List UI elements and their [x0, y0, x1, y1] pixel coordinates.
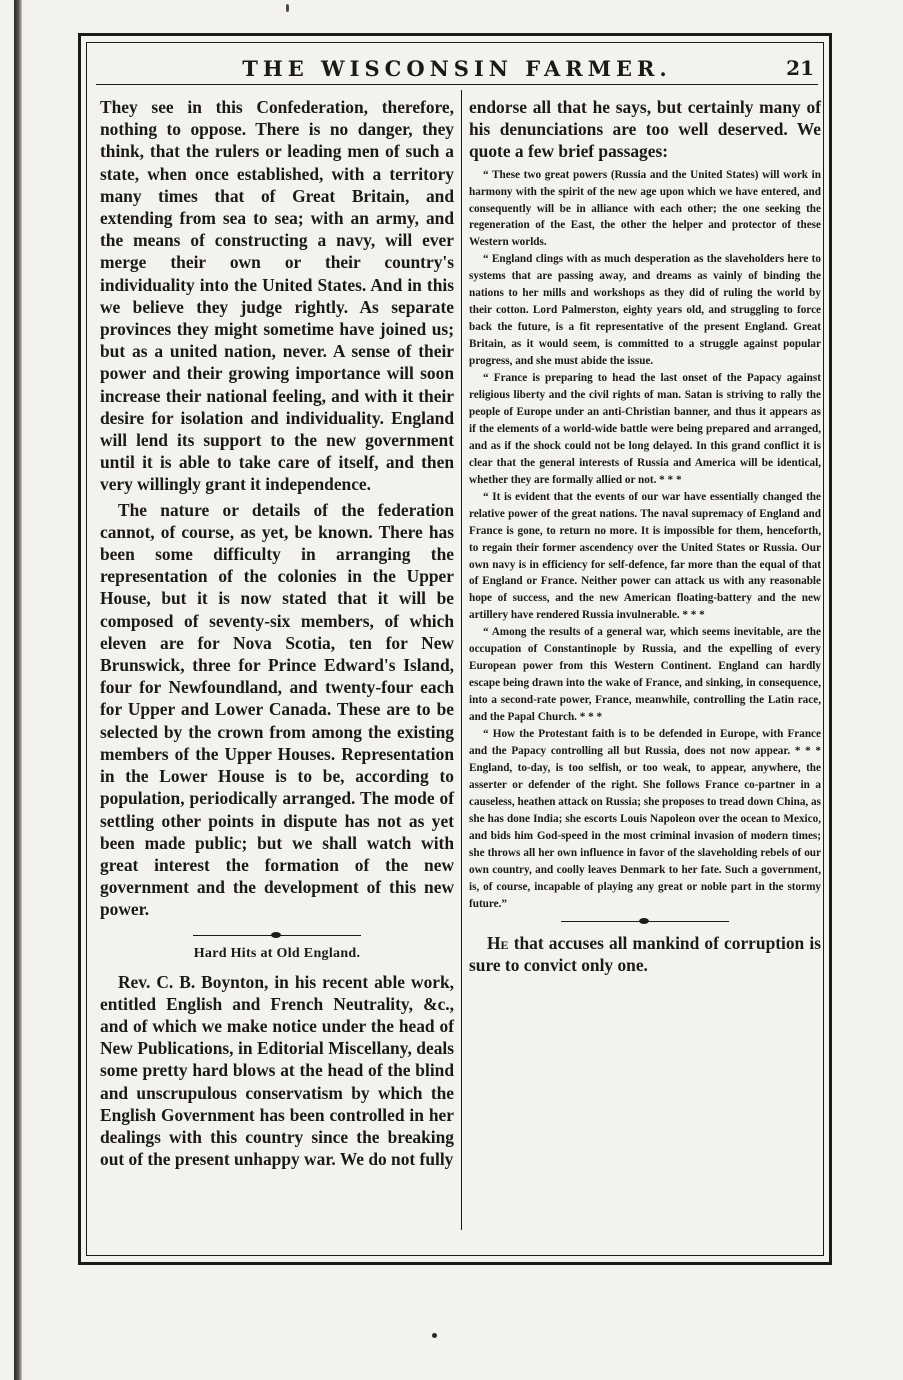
maxim-paragraph: [469, 932, 821, 976]
page-number: 21: [786, 56, 814, 80]
confederation-article: [100, 96, 454, 921]
section-divider: [561, 921, 729, 922]
maxim-text: that accuses all mankind of corruption is sure to convict only one.: [469, 932, 821, 975]
quote-paragraph: “ France is preparing to head the last onset of the Papacy against religious liberty and the civil rights of man. Satan is striving to rally the people of Europe under an anti-Christian banner, and thus it appears as if the elements of a world-wide battle were being prepared and arranged, and as if the shock could not be long delayed. In this grand conflict it is clear that the general interests of Russia and America will be identical, whether they are formally allied or not. * * *: [469, 372, 821, 486]
quote-paragraph: “ It is evident that the events of our war have essentially changed the relative power of the great nations. The naval supremacy of England and France is gone, to return no more. It is impossible for them, henceforth, to regain their former ascendency over the United States or Russia. Our own navy is in efficiency for self-defence, far more than the equal of that of England or France. Neither power can attack us with any reasonable hope of success, and the new American floating-battery and the new artillery have rendered Russia invulnerable. * * *: [469, 490, 821, 622]
article-paragraph: endorse all that he says, but certainly many of his denunciations are too well deserved. We quote a few brief passages:: [469, 97, 821, 162]
quote-paragraph: “ These two great powers (Russia and the United States) will work in harmony with the spirit of the new age upon which we have entered, and consequently will be in alliance with each other; the one seeking the regeneration of the East, the other the helper and protector of these Western worlds.: [469, 168, 821, 249]
binding-edge: [14, 0, 22, 1380]
right-column: [469, 96, 821, 976]
journal-title: THE WISCONSIN FARMER.: [242, 56, 672, 81]
ink-mark-bottom: [432, 1333, 437, 1338]
quote-paragraph: “ How the Protestant faith is to be defended in Europe, with France and the Papacy controlling all but Russia, does not now appear. * * * England, to-day, is too selfish, or too weak, to appear, anywhere, the asserter or defender of the right. She follows France co-partner in a causeless, heathen attack on Russia; she proposes to tread down China, as she has done India; she escorts Louis Napoleon over the ocean to Mexico, and bids him God-speed in the most criminal invasion of modern times; she throws all her own influence in favor of the slaveholding rebels of our own country, and coolly leaves Denmark to her fate. Such a government, is, of course, incapable of playing any great or noble part in the stormy future.”: [469, 728, 821, 910]
article-paragraph: The nature or details of the federation cannot, of course, as yet, be known. There has been some difficulty in arranging the representation of the colonies in the Upper House, but it is now stated that it will be composed of seventy-six members, of which eleven are for Nova Scotia, ten for New Brunswick, three for Prince Edward's Island, four for Newfoundland, and twenty-four each for Upper and Lower Canada. These are to be selected by the crown from among the existing members of the Upper Houses. Representation in the Lower House is to be, according to population, periodically arranged. The mode of settling other points in dispute has not as yet been made public; but we shall watch with great interest the formation of the new government and the development of this new power.: [100, 499, 454, 920]
article-paragraph: Rev. C. B. Boynton, in his recent able work, entitled English and French Neutrality, &c., and of which we make notice under the head of New Publications, in Editorial Miscellany, deals some pretty hard blows at the head of the blind and unscrupulous conservatism by which the English Government has been controlled in her dealings with this country since the breaking out of the present unhappy war. We do not fully: [100, 971, 454, 1170]
article-continuation: [469, 96, 821, 163]
running-header: [96, 50, 818, 85]
section-divider: [193, 935, 361, 936]
ink-mark-top: [286, 4, 289, 12]
quote-paragraph: “ Among the results of a general war, which seems inevitable, are the occupation of Constantinople by Russia, and the expelling of every European power from this Western Continent. England can hardly escape being drawn into the wake of France, and sinking, in consequence, into a second-rate power, France, meanwhile, controlling the Latin race, and the Papal Church. * * *: [469, 626, 821, 724]
quoted-passages: [469, 167, 821, 913]
left-column: [100, 96, 454, 1170]
closing-maxim: [469, 932, 821, 976]
column-divider: [461, 90, 462, 1230]
section-heading: Hard Hits at Old England.: [193, 945, 361, 961]
article-paragraph: They see in this Confederation, therefore, nothing to oppose. There is no danger, they think, that the rulers or leading men of such a state, when once established, with a territory many times that of Great Britain, and extending from sea to sea; with an army, and the means of constructing a navy, will ever merge their own or their country's individuality into the United States. And in this we believe they judge rightly. As separate provinces they might sometime have joined us; but as a united nation, never. A sense of their power and their growing importance will soon increase their national feeling, and with it their desire for isolation and individuality. England will lend its support to the new government until it is able to take care of itself, and then very willingly grant it independence.: [100, 97, 454, 495]
maxim-lead: He: [487, 932, 509, 953]
hard-hits-article: [100, 971, 454, 1171]
quote-paragraph: “ England clings with as much desperation as the slaveholders here to systems that are passing away, and dreams as vainly of binding the nations to her mills and workshops as they did of ruling the world by their cotton. Lord Palmerston, eighty years old, and struggling to force back the future, is a fit representative of the present England. Great Britain, as it would seem, is committed to a struggle against popular progress, and she must abide the issue.: [469, 253, 821, 368]
